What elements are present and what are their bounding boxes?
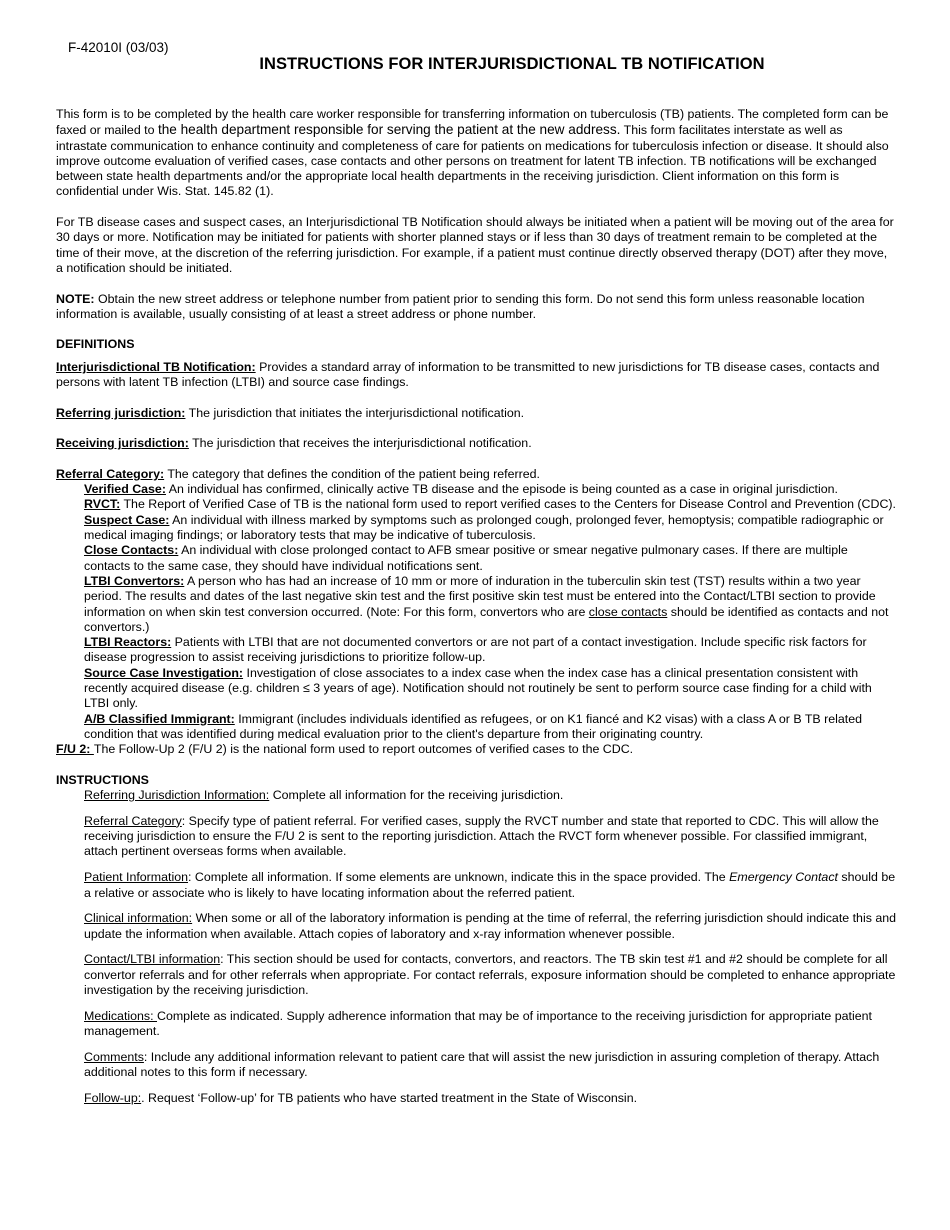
definition-ltbi-convertors: LTBI Convertors: A person who has had an increase of 10 mm or more of induration in the tuberculin skin test (TST) results within a two year period. The results and dates of the last negative skin test and the first positive skin test must be entered into the Contact/LTBI section to provide information on when skin test conversion occurred. (Note: For this form, convertors who are close contacts should be identified as contacts and not convertors.): [84, 573, 889, 634]
note-label: NOTE:: [56, 291, 95, 306]
intro-paragraph-1: This form is to be completed by the health care worker responsible for transferring information on tuberculosis (TB) patients. The completed form can be faxed or mailed to the health department responsible for serving the patient at the new address. This form facilitates interstate as well as intrastate communication to enhance continuity and completeness of care for patients on medications for tuberculosis infection or disease. It should also improve outcome evaluation of verified cases, case contacts and other persons on treatment for latent TB infection. TB notifications will be exchanged between state health departments and/or the appropriate local health departments in the receiving jurisdiction. Client information on this form is confidential under Wis. Stat. 145.82 (1).: [56, 107, 889, 199]
referral-category-list: [56, 482, 896, 742]
definition-interjurisdictional-notification: Interjurisdictional TB Notification: Provides a standard array of information to be transmitted to new jurisdictions for TB disease cases, contacts and persons with latent TB infection (LTBI) and source case findings.: [56, 359, 880, 390]
instructions-heading: INSTRUCTIONS: [56, 772, 149, 787]
definition-ltbi-reactors: LTBI Reactors: Patients with LTBI that are not documented convertors or are not part of a contact investigation. Include specific risk factors for disease progression to assist receiving jurisdictions to prioritize follow-up.: [84, 635, 867, 665]
form-code: F-42010I (03/03): [68, 40, 169, 55]
instruction-medications: Medications: Complete as indicated. Supply adherence information that may be of importance to the receiving jurisdiction for appropriate patient management.: [84, 1008, 872, 1039]
definition-referral-category: Referral Category: The category that defines the condition of the patient being referred.: [56, 466, 540, 481]
definition-source-case-investigation: Source Case Investigation: Investigation of close associates to a index case when the index case has a clinical presentation consistent with recently acquired disease (e.g. children ≤ 3 years of age). Notification should not routinely be sent to perform source case finding for a child with LTBI only.: [84, 665, 872, 711]
instruction-clinical-information: Clinical information: When some or all of the laboratory information is pending at the time of referral, the referring jurisdiction should indicate this and update the information when available. Attach copies of laboratory and x-ray information whenever possible.: [84, 911, 897, 941]
instruction-referring-jurisdiction: Referring Jurisdiction Information: Complete all information for the receiving jurisdiction.: [84, 788, 564, 803]
document-body: [56, 107, 896, 1117]
definition-ab-classified-immigrant: A/B Classified Immigrant: Immigrant (includes individuals identified as refugees, or on K1 fiancé and K2 visas) with a class A or B TB related condition that was identified during medical evaluation prior to the client's departure from their originating country.: [84, 711, 862, 741]
definitions-heading: DEFINITIONS: [56, 337, 135, 352]
instruction-comments: Comments: Include any additional information relevant to patient care that will assist the new jurisdiction in assuring completion of therapy. Attach additional notes to this form if necessary.: [84, 1049, 880, 1080]
instruction-referral-category: Referral Category: Specify type of patient referral. For verified cases, supply the RVCT number and state that reported to CDC. This will allow the receiving jurisdiction to ensure the F/U 2 is sent to the reporting jurisdiction. Attach the RVCT form whenever possible. For classified immigrant, attach pertinent overseas forms when available.: [84, 813, 879, 859]
intro-paragraph-2: For TB disease cases and suspect cases, an Interjurisdictional TB Notification should always be initiated when a patient will be moving out of the area for 30 days or more. Notification may be initiated for patients with shorter planned stays or if less than 30 days of treatment remain to be completed at the time of their move, at the discretion of the referring jurisdiction. For example, if a patient must continue directly observed therapy (DOT) after they move, a notification should be initiated.: [56, 215, 894, 275]
definition-suspect-case: Suspect Case: An individual with illness marked by symptoms such as prolonged cough, prolonged fever, hemoptysis; compatible radiographic or medical imaging findings; or laboratory tests that may be indicative of tuberculosis.: [84, 512, 884, 543]
definition-close-contacts: Close Contacts: An individual with close prolonged contact to AFB smear positive or smear negative pulmonary cases. If there are multiple contacts to the same case, they should have individual notifications sent.: [84, 543, 848, 573]
definition-rvct: RVCT: The Report of Verified Case of TB is the national form used to report verified cases to the Centers for Disease Control and Prevention (CDC).: [84, 497, 896, 512]
definition-receiving-jurisdiction: Receiving jurisdiction: The jurisdiction that receives the interjurisdictional notification.: [56, 436, 532, 451]
definition-referring-jurisdiction: Referring jurisdiction: The jurisdiction that initiates the interjurisdictional notification.: [56, 405, 525, 420]
instruction-contact-ltbi: Contact/LTBI information: This section should be used for contacts, convertors, and reactors. The TB skin test #1 and #2 should be complete for all convertor referrals and for other referrals when appropriate. For contact referrals, exposure information should be completed to enhance appropriate investigation by the receiving jurisdiction.: [84, 952, 896, 998]
instruction-follow-up: Follow-up:. Request ‘Follow-up’ for TB patients who have started treatment in the State of Wisconsin.: [84, 1091, 638, 1106]
definition-fu2: F/U 2: The Follow-Up 2 (F/U 2) is the national form used to report outcomes of verified cases to the CDC.: [56, 742, 634, 757]
definition-verified-case: Verified Case: An individual has confirmed, clinically active TB disease and the episode is being counted as a case in original jurisdiction.: [84, 482, 838, 497]
instruction-patient-information: Patient Information: Complete all information. If some elements are unknown, indicate this in the space provided. The Emergency Contact should be a relative or associate who is likely to have locating information about the referred patient.: [84, 870, 896, 900]
page-title: INSTRUCTIONS FOR INTERJURISDICTIONAL TB NOTIFICATION: [259, 55, 765, 73]
note-paragraph: NOTE: Obtain the new street address or telephone number from patient prior to sending this form. Do not send this form unless reasonable location information is available, usually consisting of at least a street address or phone number.: [56, 291, 865, 321]
